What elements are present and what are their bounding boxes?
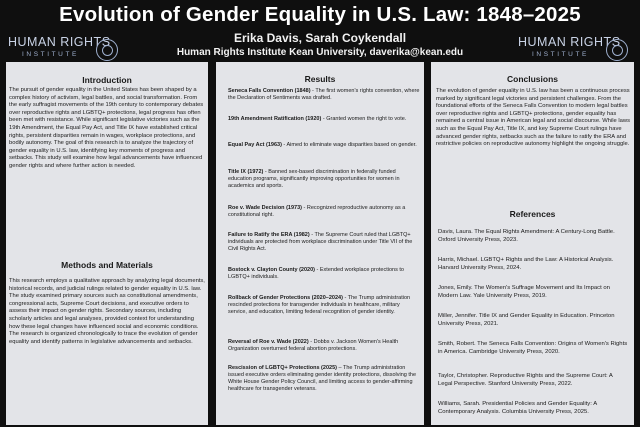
reference-item: Williams, Sarah. Presidential Policies and Gender Equality: A Contemporary Analysis. Columbia University Press, 2025. [438, 401, 597, 415]
introduction-heading: Introduction [82, 75, 132, 85]
reference-item: Harris, Michael. LGBTQ+ Rights and the Law: A Historical Analysis. Harvard University Press, 2024. [438, 257, 614, 271]
reference-item: Miller, Jennifer. Title IX and Gender Equality in Education. Princeton University Press, 2021. [438, 313, 615, 327]
results-heading: Results [304, 74, 336, 84]
result-item: Roe v. Wade Decision (1973) - Recognized reproductive autonomy as a constitutional right. [228, 205, 406, 219]
logo-text-top: HUMAN RIGHTS [8, 35, 111, 49]
result-item: Bostock v. Clayton County (2020) - Extended workplace protections to LGBTQ+ individuals. [228, 267, 404, 281]
right-column-panel [431, 62, 634, 425]
result-item: Seneca Falls Convention (1848) - The first women's rights convention, where the Declaration of Sentiments was drafted. [228, 88, 420, 102]
conclusions-heading: Conclusions [506, 74, 558, 84]
result-item: 19th Amendment Ratification (1920) - Granted women the right to vote. [228, 116, 407, 122]
reference-item: Smith, Robert. The Seneca Falls Convention: Origins of Women's Rights in America. Cambridge University Press, 2020. [438, 341, 628, 355]
introduction-text: The pursuit of gender equality in the United States has been shaped by a complex history of activism, legal battles, and social transformation. From the early suffragist movements of the 19th century to contemporary debates over reproductive rights and LGBTQ+ protections, legal progress has often been met with resistance. While significant legislative victories such as the 19th Amendment, the Equal Pay Act, and Title IX have established critical rights, persistent disparities remain in wages, workplace protections, and bodily autonomy. The goal of this research is to analyze the trajectory of gender equality in U.S. law, identifying key moments of progress and setbacks. This study will examine how legal advancements have influenced gender rights and where further action is needed. [9, 87, 204, 169]
reference-item: Davis, Laura. The Equal Rights Amendment: A Century-Long Battle. Oxford University Press, 2023. [438, 229, 615, 243]
poster-authors: Erika Davis, Sarah Coykendall [233, 31, 407, 45]
result-item: Rescission of LGBTQ+ Protections (2025) – The Trump administration issued executive orders eliminating gender identity protections, dissolving the White House Gender Policy Council, and limiting access to gender-affirming healthcare for transgender veterans. [228, 365, 417, 393]
logo-text-bottom: INSTITUTE [22, 51, 79, 58]
middle-column-panel [216, 62, 424, 425]
seal-icon [96, 39, 118, 61]
methods-text: This research employs a qualitative approach by analyzing legal documents, historical records, and judicial rulings related to gender equality in U.S. law. The study examined primary sources such as constitutional amendments, congressional acts, Supreme Court decisions, and executive orders to assess their impact on gender rights. Secondary sources, including scholarly articles and legal analyses, provided context for understanding how these legal changes have influenced social and economic conditions. The research is organized chronologically to trace the evolution of gender equality and identify patterns in legislative advancements and setbacks. [9, 278, 205, 345]
references-heading: References [509, 209, 556, 219]
methods-heading: Methods and Materials [61, 260, 153, 270]
conclusions-text: The evolution of gender equality in U.S. law has been a continuous process marked by significant legal victories and persistent challenges. From the foundational efforts of the Seneca Falls Convention to modern legal battles over reproductive rights and LGBTQ+ protections, gender equality has remained a central issue in American legal and social discourse. While laws such as the Equal Pay Act, Title IX, and key Supreme Court rulings have advanced gender rights, setbacks such as the failure to ratify the ERA and restrictive policies on reproductive autonomy highlight the ongoing struggle. [436, 88, 630, 148]
logo-text-bottom: INSTITUTE [532, 51, 589, 58]
result-item: Title IX (1972) - Banned sex-based discrimination in federally funded education programs, significantly improving opportunities for women in academics and sports. [228, 169, 400, 190]
result-item: Reversal of Roe v. Wade (2022) - Dobbs v. Jackson Women's Health Organization overturned federal abortion protections. [228, 339, 399, 353]
reference-item: Jones, Emily. The Women's Suffrage Movement and Its Impact on Modern Law. Yale University Press, 2019. [438, 285, 610, 299]
poster-title: Evolution of Gender Equality in U.S. Law: 1848–2025 [59, 3, 581, 26]
result-item: Failure to Ratify the ERA (1982) - The Supreme Court ruled that LGBTQ+ individuals are protected from workplace discrimination under Title VII of the Civil Rights Act. [228, 232, 413, 253]
seal-icon [606, 39, 628, 61]
reference-item: Taylor, Christopher. Reproductive Rights and the Supreme Court: A Legal Perspective. Stanford University Press, 2022. [438, 373, 613, 387]
result-item: Equal Pay Act (1963) - Aimed to eliminate wage disparities based on gender. [228, 142, 417, 148]
result-item: Rollback of Gender Protections (2020–2024) - The Trump administration rescinded protections for transgender individuals in healthcare, military service, and education, limiting federal recognition of gender identity. [228, 295, 411, 316]
logo-text-top: HUMAN RIGHTS [518, 35, 621, 49]
left-column-panel [6, 62, 208, 425]
poster-affiliation: Human Rights Institute Kean University, daverika@kean.edu [176, 47, 464, 58]
